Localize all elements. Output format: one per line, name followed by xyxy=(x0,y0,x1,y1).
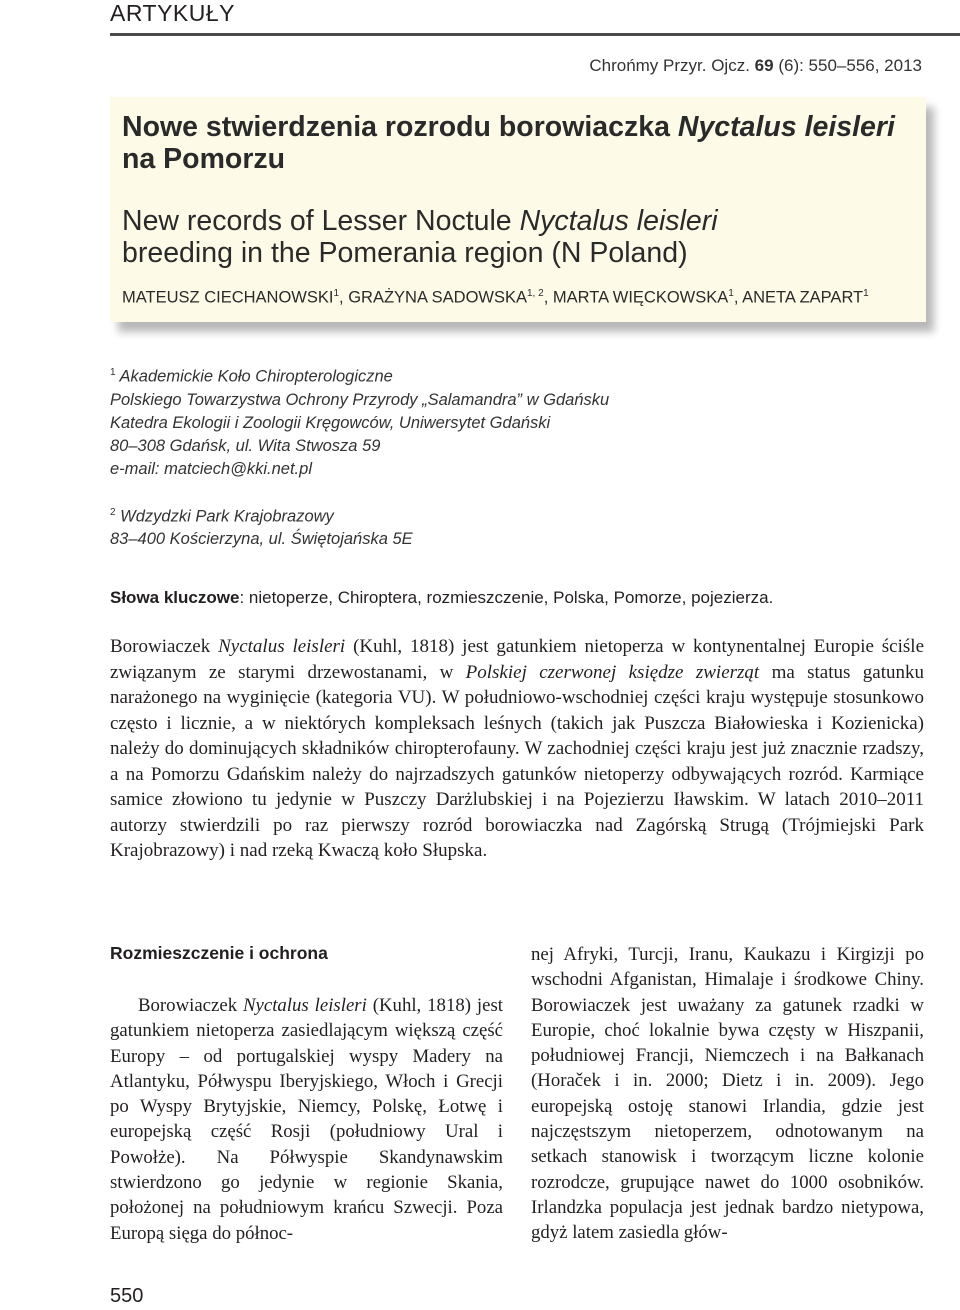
author-affil-ref: 1 xyxy=(728,288,734,299)
author-sep: , xyxy=(543,288,553,307)
keywords xyxy=(110,588,773,608)
author-sep: , xyxy=(733,288,743,307)
page-number: 550 xyxy=(110,1285,144,1307)
citation-rest: (6): 550–556, 2013 xyxy=(778,56,922,75)
abstract-species: Nyctalus leisleri xyxy=(218,636,346,657)
author-affil-ref: 1, 2 xyxy=(527,288,544,299)
keywords-label: Słowa kluczowe xyxy=(110,588,240,607)
author-name: ANETA ZAPART xyxy=(742,288,864,307)
section-divider xyxy=(110,33,960,36)
author-name: MATEUSZ CIECHANOWSKI xyxy=(122,288,334,307)
affiliations xyxy=(110,361,609,551)
citation-journal: Chrońmy Przyr. Ojcz. xyxy=(589,56,750,75)
abstract-text: Borowiaczek xyxy=(110,636,219,657)
title-en-species: Nyctalus leisleri xyxy=(519,205,718,237)
keywords-text: : nietoperze, Chiroptera, rozmieszczenie, Polska, Pomorze, pojezierza. xyxy=(239,588,774,607)
abstract-book-title: Polskiej czerwonej księdze zwierząt xyxy=(465,661,760,683)
body-text: (Kuhl, 1818) jest gatunkiem nietoperza zasiedlającym większą część Europy – od portugalskiej wyspy Madery na Atlantyku, Półwyspu Iberyjskiego, Włoch i Grecji po Wyspy Brytyjskie, Niemcy, Polskę, Łotwę i europejską część Rosji (południowy Ural i Powołże). Na Półwyspie Skandynawskim stwierdzono go jedynie w regionie Skania, położonej na południowym krańcu Szwecji. Poza Europą sięga do północ- xyxy=(110,995,503,1244)
affiliation-line: Polskiego Towarzystwa Ochrony Przyrody „Salamandra” w Gdańsku xyxy=(110,390,610,409)
body-text: Borowiaczek xyxy=(138,995,243,1016)
title-pl-text: Nowe stwierdzenia rozrodu borowiaczka xyxy=(122,111,678,143)
author-name: GRAŻYNA SADOWSKA xyxy=(348,288,527,307)
affiliation-marker: 2 xyxy=(110,506,116,518)
author-list xyxy=(122,288,869,308)
body-species: Nyctalus leisleri xyxy=(243,995,367,1016)
affiliation-line xyxy=(110,361,609,389)
affiliation-line: 80–308 Gdańsk, ul. Wita Stwosza 59 xyxy=(110,436,381,455)
abstract-text: ma status gatunku narażonego na wyginięcie (kategoria VU). W południowo-wschodniej części kraju występuje stosunkowo często i licznie, a w niektórych kompleksach leśnych (takich jak Puszcza Białowieska i Kozienicka) należy do dominujących składników chiropterofauny. W zachodniej części kraju jest już znacznie rzadszy, a na Pomorzu Gdańskim należy do najrzadszych gatunków nietoperzy odbywających rozród. Karmiące samice złowiono tu jedynie w Puszczy Darżlubskiej i na Pojezierzu Iławskim. W latach 2010–2011 autorzy stwierdzili po raz pierwszy rozród borowiaczka nad Zagórską Strugą (Trójmiejski Park Krajobrazowy) i nad rzeką Kwaczą koło Słupska. xyxy=(110,661,924,861)
title-en-text-2: breeding in the Pomerania region (N Poland) xyxy=(122,237,688,269)
body-column-right: nej Afryki, Turcji, Iranu, Kaukazu i Kirgizji po wschodni Afganistan, Himalaje i środkowe Chiny. Borowiaczek jest uważany za gatunek rzadki w Europie, choć lokalnie bywa częsty w Hiszpanii, południowej Francji, Niemczech i na Bałkanach (Horaček i in. 2000; Dietz i in. 2009). Jego europejską ostoję stanowi Irlandia, gdzie jest najczęstszym nietoperzem, odnotowanym na setkach stanowisk i tworzącym liczne kolonie rozrodcze, grupujące nawet do 1000 osobników. Irlandzka populacja jest jednak bardzo nietypowa, gdyż latem zasiedla głów- xyxy=(531,944,924,1244)
abstract xyxy=(110,634,924,864)
author-affil-ref: 1 xyxy=(863,288,869,299)
title-box xyxy=(110,97,926,322)
title-polish xyxy=(122,111,902,175)
title-pl-species: Nyctalus leisleri xyxy=(677,111,895,143)
email-address: e-mail: matciech@kki.net.pl xyxy=(110,459,312,478)
affiliation-line xyxy=(110,501,609,529)
body-column-left xyxy=(110,993,503,1246)
affiliation-marker: 1 xyxy=(110,367,116,378)
author-name: MARTA WIĘCKOWSKA xyxy=(552,288,729,307)
citation-volume: 69 xyxy=(754,56,774,75)
title-en-text: New records of Lesser Noctule xyxy=(122,205,520,237)
journal-citation xyxy=(589,56,922,76)
title-english xyxy=(122,205,902,269)
affiliation-line: Katedra Ekologii i Zoologii Kręgowców, Uniwersytet Gdański xyxy=(110,413,551,432)
title-pl-text-2: na Pomorzu xyxy=(122,143,286,175)
author-affil-ref: 1 xyxy=(333,288,340,299)
section-header: ARTYKUŁY xyxy=(110,0,236,26)
affiliation-line: 83–400 Kościerzyna, ul. Świętojańska 5E xyxy=(110,530,413,548)
author-sep: , xyxy=(339,288,349,307)
affiliation-text: Akademickie Koło Chiropterologiczne xyxy=(119,367,393,386)
section-heading: Rozmieszczenie i ochrona xyxy=(110,943,328,963)
abstract-text: (Kuhl, 1818) jest gatunkiem nietoperza w kontynentalnej Europie ściśle związanym ze starymi drzewostanami, w xyxy=(110,636,925,683)
affiliation-text: Wdzydzki Park Krajobrazowy xyxy=(120,507,334,525)
